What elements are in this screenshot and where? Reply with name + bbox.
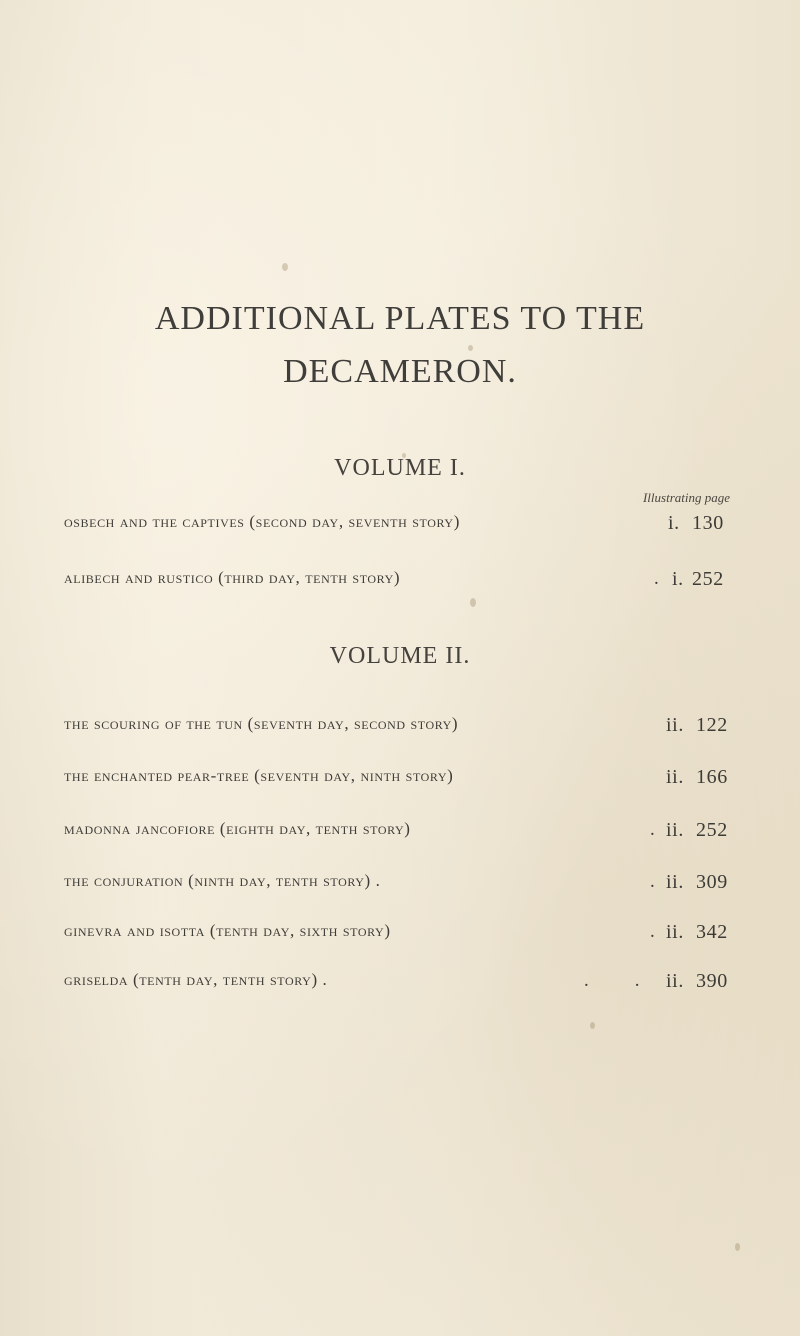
foxing-spot (590, 1022, 595, 1029)
volume-number: ii. (666, 714, 684, 736)
dot-leader: . (650, 921, 656, 942)
dot-leader: . . (584, 970, 641, 991)
plate-entry (64, 512, 738, 542)
column-note-illustrating-page: Illustrating page (642, 490, 730, 505)
foxing-spot (282, 263, 288, 271)
dot-leader: . (654, 568, 660, 589)
volume-number: ii. (666, 819, 684, 841)
plate-title: ginevra and isotta (tenth day, sixth story) (64, 921, 391, 940)
volume-number: ii. (666, 921, 684, 943)
plate-title: the enchanted pear-tree (seventh day, ninth story) (64, 766, 454, 785)
foxing-spot (735, 1243, 740, 1251)
plate-entry (64, 819, 738, 849)
volume-number: ii. (666, 871, 684, 893)
foxing-spot (470, 598, 476, 607)
plate-entry (64, 766, 738, 796)
plate-entry (64, 970, 738, 1000)
plate-entry (64, 921, 738, 951)
page-number: 130 (692, 512, 724, 534)
page-number: 122 (696, 714, 728, 736)
plate-title: the conjuration (ninth day, tenth story) . (64, 871, 381, 890)
plate-title: osbech and the captives (second day, seventh story) (64, 512, 460, 531)
plate-title: the scouring of the tun (seventh day, second story) (64, 714, 459, 733)
foxing-spot (468, 345, 473, 351)
plate-title: madonna jancofiore (eighth day, tenth story) (64, 819, 411, 838)
dot-leader: . (650, 871, 656, 892)
volume-heading-2: VOLUME II. (329, 643, 471, 669)
plate-title: griselda (tenth day, tenth story) . (64, 970, 328, 989)
page-number: 252 (696, 819, 728, 841)
volume-number: ii. (666, 970, 684, 992)
plate-entry (64, 714, 738, 744)
page-number: 309 (696, 871, 728, 893)
volume-number: i. (672, 568, 684, 590)
page-number: 166 (696, 766, 728, 788)
volume-heading-1: VOLUME I. (334, 455, 466, 481)
plate-entry (64, 871, 738, 901)
page-title-line-2: DECAMERON. (283, 353, 517, 390)
dot-leader: . (650, 819, 656, 840)
volume-number: i. (668, 512, 680, 534)
volume-number: ii. (666, 766, 684, 788)
page-number: 342 (696, 921, 728, 943)
page-number: 390 (696, 970, 728, 992)
plate-entry (64, 568, 738, 598)
page-title-line-1: ADDITIONAL PLATES TO THE (154, 300, 646, 337)
plate-title: alibech and rustico (third day, tenth story) (64, 568, 401, 587)
page-number: 252 (692, 568, 724, 590)
